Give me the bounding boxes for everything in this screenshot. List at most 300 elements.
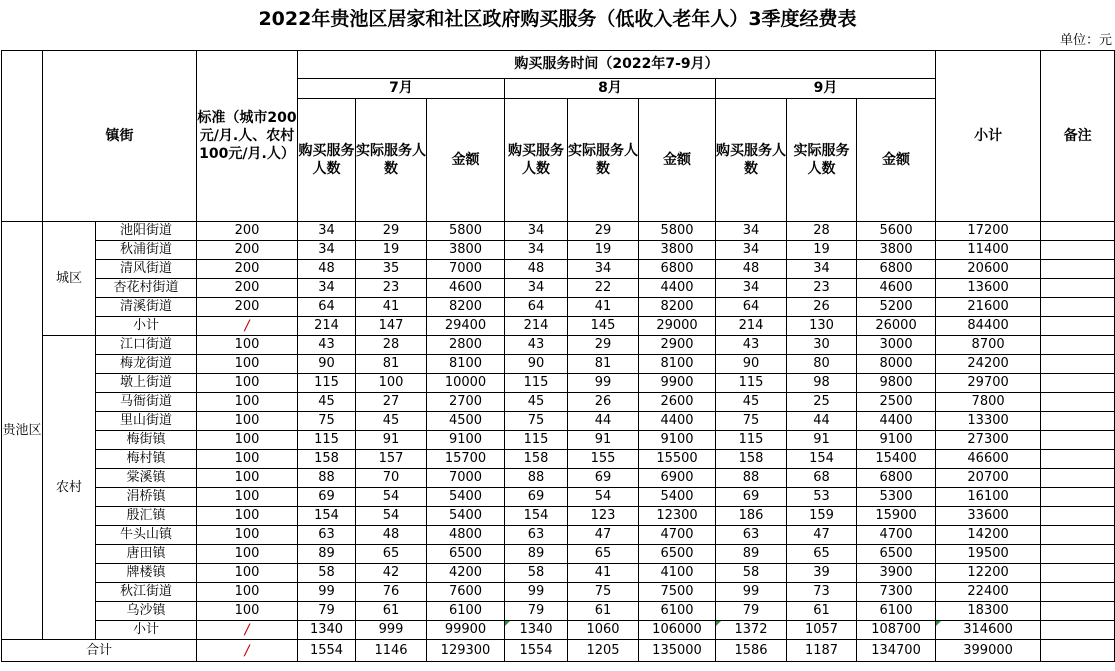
header-standard: 标准（城市200元/月.人、农村100元/月.人） (197, 51, 298, 222)
value-cell: 3900 (857, 564, 936, 583)
standard-value: 200 (197, 279, 298, 298)
value-cell: 157 (356, 450, 427, 469)
total-value: 399000 (936, 640, 1041, 662)
value-cell: 79 (716, 602, 787, 621)
value-cell: 45 (356, 412, 427, 431)
value-cell: 64 (505, 298, 568, 317)
table-row (2, 393, 1115, 412)
subtotal-value: 1340 (505, 621, 568, 640)
value-cell: 89 (298, 545, 356, 564)
subtotal-value: 999 (356, 621, 427, 640)
value-cell: 45 (505, 393, 568, 412)
header-month-9: 9月 (716, 79, 936, 99)
value-cell: 34 (298, 241, 356, 260)
value-cell: 99 (716, 583, 787, 602)
header-bought: 购买服务人数 (505, 99, 568, 222)
value-cell: 8700 (936, 336, 1041, 355)
value-cell: 8200 (639, 298, 716, 317)
subtotal-row (2, 621, 1115, 640)
value-cell: 58 (298, 564, 356, 583)
town-name: 梅街镇 (96, 431, 197, 450)
value-cell: 115 (505, 431, 568, 450)
value-cell: 159 (787, 507, 857, 526)
value-cell: 16100 (936, 488, 1041, 507)
value-cell: 6100 (639, 602, 716, 621)
subtotal-value: 214 (505, 317, 568, 336)
value-cell: 8200 (427, 298, 505, 317)
value-cell: 45 (298, 393, 356, 412)
remark-cell (1041, 355, 1115, 374)
remark-cell (1041, 469, 1115, 488)
header-actual: 实际服务人数 (568, 99, 639, 222)
remark-cell (1041, 279, 1115, 298)
town-name: 杏花村街道 (96, 279, 197, 298)
value-cell: 58 (505, 564, 568, 583)
header-month-7: 7月 (298, 79, 505, 99)
subtotal-label: 小计 (96, 621, 197, 640)
value-cell: 115 (716, 374, 787, 393)
value-cell: 90 (298, 355, 356, 374)
table-row (2, 279, 1115, 298)
value-cell: 19500 (936, 545, 1041, 564)
table-row (2, 336, 1115, 355)
value-cell: 15500 (639, 450, 716, 469)
value-cell: 30 (787, 336, 857, 355)
value-cell: 9900 (639, 374, 716, 393)
value-cell: 20700 (936, 469, 1041, 488)
value-cell: 65 (568, 545, 639, 564)
value-cell: 29 (356, 222, 427, 241)
value-cell: 81 (356, 355, 427, 374)
value-cell: 27 (356, 393, 427, 412)
standard-value: 100 (197, 355, 298, 374)
remark-cell (1041, 298, 1115, 317)
total-value: 1205 (568, 640, 639, 662)
value-cell: 69 (505, 488, 568, 507)
standard-value: 100 (197, 583, 298, 602)
value-cell: 75 (298, 412, 356, 431)
standard-value: 100 (197, 507, 298, 526)
table-row (2, 412, 1115, 431)
town-name: 清溪街道 (96, 298, 197, 317)
value-cell: 2600 (639, 393, 716, 412)
value-cell: 115 (298, 431, 356, 450)
value-cell: 44 (568, 412, 639, 431)
standard-value: 100 (197, 564, 298, 583)
table-row (2, 374, 1115, 393)
remark-cell (1041, 621, 1115, 640)
value-cell: 34 (787, 260, 857, 279)
value-cell: 41 (568, 298, 639, 317)
value-cell: 158 (298, 450, 356, 469)
total-value: 1554 (298, 640, 356, 662)
value-cell: 6800 (639, 260, 716, 279)
value-cell: 54 (356, 488, 427, 507)
remark-cell (1041, 260, 1115, 279)
value-cell: 5800 (639, 222, 716, 241)
value-cell: 6800 (857, 260, 936, 279)
value-cell: 12300 (639, 507, 716, 526)
value-cell: 47 (787, 526, 857, 545)
value-cell: 7000 (427, 469, 505, 488)
town-name: 涓桥镇 (96, 488, 197, 507)
value-cell: 41 (356, 298, 427, 317)
value-cell: 88 (716, 469, 787, 488)
remark-cell (1041, 450, 1115, 469)
value-cell: 115 (298, 374, 356, 393)
value-cell: 61 (787, 602, 857, 621)
value-cell: 28 (787, 222, 857, 241)
town-name: 秋江街道 (96, 583, 197, 602)
remark-cell (1041, 222, 1115, 241)
value-cell: 7300 (857, 583, 936, 602)
table-row (2, 488, 1115, 507)
value-cell: 34 (716, 222, 787, 241)
value-cell: 39 (787, 564, 857, 583)
value-cell: 5400 (427, 488, 505, 507)
remark-cell (1041, 545, 1115, 564)
value-cell: 90 (716, 355, 787, 374)
value-cell: 61 (356, 602, 427, 621)
subtotal-value: 214 (716, 317, 787, 336)
value-cell: 5400 (639, 488, 716, 507)
total-value: 134700 (857, 640, 936, 662)
value-cell: 48 (716, 260, 787, 279)
value-cell: 158 (505, 450, 568, 469)
value-cell: 68 (787, 469, 857, 488)
value-cell: 155 (568, 450, 639, 469)
value-cell: 54 (356, 507, 427, 526)
value-cell: 48 (356, 526, 427, 545)
town-name: 梅村镇 (96, 450, 197, 469)
value-cell: 9800 (857, 374, 936, 393)
value-cell: 47 (568, 526, 639, 545)
remark-cell (1041, 640, 1115, 662)
table-row (2, 241, 1115, 260)
value-cell: 15400 (857, 450, 936, 469)
value-cell: 26 (787, 298, 857, 317)
value-cell: 43 (298, 336, 356, 355)
district-cell: 贵池区 (2, 222, 43, 640)
standard-value: 200 (197, 298, 298, 317)
value-cell: 6800 (857, 469, 936, 488)
value-cell: 89 (716, 545, 787, 564)
value-cell: 4700 (639, 526, 716, 545)
remark-cell (1041, 526, 1115, 545)
value-cell: 23 (787, 279, 857, 298)
town-name: 墩上街道 (96, 374, 197, 393)
town-name: 棠溪镇 (96, 469, 197, 488)
value-cell: 34 (716, 279, 787, 298)
value-cell: 5600 (857, 222, 936, 241)
value-cell: 29700 (936, 374, 1041, 393)
header-bought: 购买服务人数 (716, 99, 787, 222)
value-cell: 7500 (639, 583, 716, 602)
value-cell: 6500 (857, 545, 936, 564)
value-cell: 63 (505, 526, 568, 545)
value-cell: 6100 (427, 602, 505, 621)
subtotal-row (2, 317, 1115, 336)
standard-value: 100 (197, 602, 298, 621)
group-name: 农村 (43, 336, 96, 640)
subtotal-value: 99900 (427, 621, 505, 640)
remark-cell (1041, 412, 1115, 431)
value-cell: 9100 (427, 431, 505, 450)
total-value: 129300 (427, 640, 505, 662)
value-cell: 34 (505, 222, 568, 241)
value-cell: 7600 (427, 583, 505, 602)
value-cell: 5200 (857, 298, 936, 317)
standard-value: 100 (197, 450, 298, 469)
value-cell: 13600 (936, 279, 1041, 298)
value-cell: 7800 (936, 393, 1041, 412)
remark-cell (1041, 374, 1115, 393)
value-cell: 123 (568, 507, 639, 526)
header-amount: 金额 (639, 99, 716, 222)
town-name: 殷汇镇 (96, 507, 197, 526)
value-cell: 6900 (639, 469, 716, 488)
value-cell: 6100 (857, 602, 936, 621)
value-cell: 8000 (857, 355, 936, 374)
value-cell: 24200 (936, 355, 1041, 374)
town-name: 秋浦街道 (96, 241, 197, 260)
value-cell: 99 (568, 374, 639, 393)
value-cell: 48 (505, 260, 568, 279)
value-cell: 88 (505, 469, 568, 488)
remark-cell (1041, 507, 1115, 526)
value-cell: 80 (787, 355, 857, 374)
value-cell: 19 (356, 241, 427, 260)
subtotal-value: 29000 (639, 317, 716, 336)
value-cell: 91 (787, 431, 857, 450)
value-cell: 34 (505, 241, 568, 260)
value-cell: 4700 (857, 526, 936, 545)
value-cell: 64 (298, 298, 356, 317)
value-cell: 115 (505, 374, 568, 393)
value-cell: 5300 (857, 488, 936, 507)
value-cell: 4400 (639, 279, 716, 298)
value-cell: 46600 (936, 450, 1041, 469)
subtotal-value: 29400 (427, 317, 505, 336)
town-name: 池阳街道 (96, 222, 197, 241)
value-cell: 115 (716, 431, 787, 450)
value-cell: 22 (568, 279, 639, 298)
value-cell: 54 (568, 488, 639, 507)
standard-value: 100 (197, 469, 298, 488)
table-row (2, 355, 1115, 374)
value-cell: 89 (505, 545, 568, 564)
value-cell: 29 (568, 222, 639, 241)
subtotal-value: 106000 (639, 621, 716, 640)
value-cell: 154 (787, 450, 857, 469)
value-cell: 4400 (857, 412, 936, 431)
standard-value: 100 (197, 431, 298, 450)
town-name: 里山街道 (96, 412, 197, 431)
subtotal-value: 1372 (716, 621, 787, 640)
header-actual: 实际服务人数 (356, 99, 427, 222)
subtotal-value: 1057 (787, 621, 857, 640)
value-cell: 98 (787, 374, 857, 393)
value-cell: 63 (298, 526, 356, 545)
value-cell: 19 (568, 241, 639, 260)
standard-value: 100 (197, 374, 298, 393)
value-cell: 75 (716, 412, 787, 431)
value-cell: 19 (787, 241, 857, 260)
value-cell: 2800 (427, 336, 505, 355)
value-cell: 4400 (639, 412, 716, 431)
town-name: 梅龙街道 (96, 355, 197, 374)
value-cell: 69 (568, 469, 639, 488)
header-amount: 金额 (857, 99, 936, 222)
remark-cell (1041, 317, 1115, 336)
value-cell: 8100 (639, 355, 716, 374)
value-cell: 4600 (427, 279, 505, 298)
value-cell: 2700 (427, 393, 505, 412)
value-cell: 81 (568, 355, 639, 374)
value-cell: 23 (356, 279, 427, 298)
total-value: 135000 (639, 640, 716, 662)
header-amount: 金额 (427, 99, 505, 222)
value-cell: 3800 (427, 241, 505, 260)
value-cell: 99 (298, 583, 356, 602)
value-cell: 11400 (936, 241, 1041, 260)
value-cell: 14200 (936, 526, 1041, 545)
value-cell: 186 (716, 507, 787, 526)
value-cell: 29 (568, 336, 639, 355)
table-row (2, 507, 1115, 526)
standard-value: 200 (197, 222, 298, 241)
value-cell: 34 (568, 260, 639, 279)
value-cell: 73 (787, 583, 857, 602)
value-cell: 34 (505, 279, 568, 298)
value-cell: 25 (787, 393, 857, 412)
header-remark: 备注 (1041, 51, 1115, 222)
subtotal-value: 214 (298, 317, 356, 336)
value-cell: 6500 (639, 545, 716, 564)
subtotal-value: 145 (568, 317, 639, 336)
table-row (2, 526, 1115, 545)
table-row (2, 431, 1115, 450)
value-cell: 70 (356, 469, 427, 488)
subtotal-value: 147 (356, 317, 427, 336)
standard-value: 200 (197, 241, 298, 260)
value-cell: 15700 (427, 450, 505, 469)
value-cell: 12200 (936, 564, 1041, 583)
value-cell: 65 (356, 545, 427, 564)
value-cell: 3800 (857, 241, 936, 260)
value-cell: 43 (505, 336, 568, 355)
value-cell: 20600 (936, 260, 1041, 279)
remark-cell (1041, 564, 1115, 583)
value-cell: 6500 (427, 545, 505, 564)
value-cell: 5400 (427, 507, 505, 526)
value-cell: 4100 (639, 564, 716, 583)
value-cell: 7000 (427, 260, 505, 279)
remark-cell (1041, 488, 1115, 507)
value-cell: 28 (356, 336, 427, 355)
subtotal-label: 小计 (96, 317, 197, 336)
total-label: 合计 (2, 640, 197, 662)
subtotal-value: 26000 (857, 317, 936, 336)
table-row (2, 298, 1115, 317)
value-cell: 61 (568, 602, 639, 621)
value-cell: 2500 (857, 393, 936, 412)
table-row (2, 469, 1115, 488)
town-name: 清风街道 (96, 260, 197, 279)
value-cell: 5800 (427, 222, 505, 241)
value-cell: 4500 (427, 412, 505, 431)
header-bought: 购买服务人数 (298, 99, 356, 222)
table-row (2, 545, 1115, 564)
value-cell: 42 (356, 564, 427, 583)
table-row (2, 450, 1115, 469)
unit-label: 单位：元 (1059, 33, 1112, 48)
value-cell: 4600 (857, 279, 936, 298)
value-cell: 15900 (857, 507, 936, 526)
table-row (2, 260, 1115, 279)
value-cell: 69 (716, 488, 787, 507)
value-cell: 2900 (639, 336, 716, 355)
value-cell: 34 (298, 279, 356, 298)
subtotal-value: 1340 (298, 621, 356, 640)
value-cell: 154 (298, 507, 356, 526)
town-name: 牌楼镇 (96, 564, 197, 583)
standard-value: 100 (197, 412, 298, 431)
value-cell: 10000 (427, 374, 505, 393)
value-cell: 69 (298, 488, 356, 507)
value-cell: 100 (356, 374, 427, 393)
value-cell: 41 (568, 564, 639, 583)
value-cell: 79 (505, 602, 568, 621)
header-period: 购买服务时间（2022年7-9月） (298, 51, 936, 79)
value-cell: 27300 (936, 431, 1041, 450)
value-cell: 13300 (936, 412, 1041, 431)
table-row (2, 222, 1115, 241)
value-cell: 18300 (936, 602, 1041, 621)
remark-cell (1041, 431, 1115, 450)
total-value: 1146 (356, 640, 427, 662)
total-row (2, 640, 1115, 662)
value-cell: 63 (716, 526, 787, 545)
town-name: 牛头山镇 (96, 526, 197, 545)
value-cell: 44 (787, 412, 857, 431)
page-title: 2022年贵池区居家和社区政府购买服务（低收入老年人）3季度经费表 (258, 8, 857, 30)
total-value: 1586 (716, 640, 787, 662)
subtotal-value: 314600 (936, 621, 1041, 640)
header-month-8: 8月 (505, 79, 716, 99)
value-cell: 58 (716, 564, 787, 583)
standard-value: 100 (197, 488, 298, 507)
value-cell: 88 (298, 469, 356, 488)
value-cell: 43 (716, 336, 787, 355)
header-town: 镇街 (43, 51, 197, 222)
value-cell: 91 (568, 431, 639, 450)
group-name: 城区 (43, 222, 96, 336)
town-name: 马衙街道 (96, 393, 197, 412)
standard-value: 200 (197, 260, 298, 279)
header-subtotal: 小计 (936, 51, 1041, 222)
value-cell: 9100 (857, 431, 936, 450)
value-cell: 9100 (639, 431, 716, 450)
value-cell: 4800 (427, 526, 505, 545)
value-cell: 34 (298, 222, 356, 241)
subtotal-value: 84400 (936, 317, 1041, 336)
value-cell: 8100 (427, 355, 505, 374)
subtotal-standard: / (197, 317, 298, 336)
subtotal-value: 108700 (857, 621, 936, 640)
value-cell: 158 (716, 450, 787, 469)
value-cell: 21600 (936, 298, 1041, 317)
